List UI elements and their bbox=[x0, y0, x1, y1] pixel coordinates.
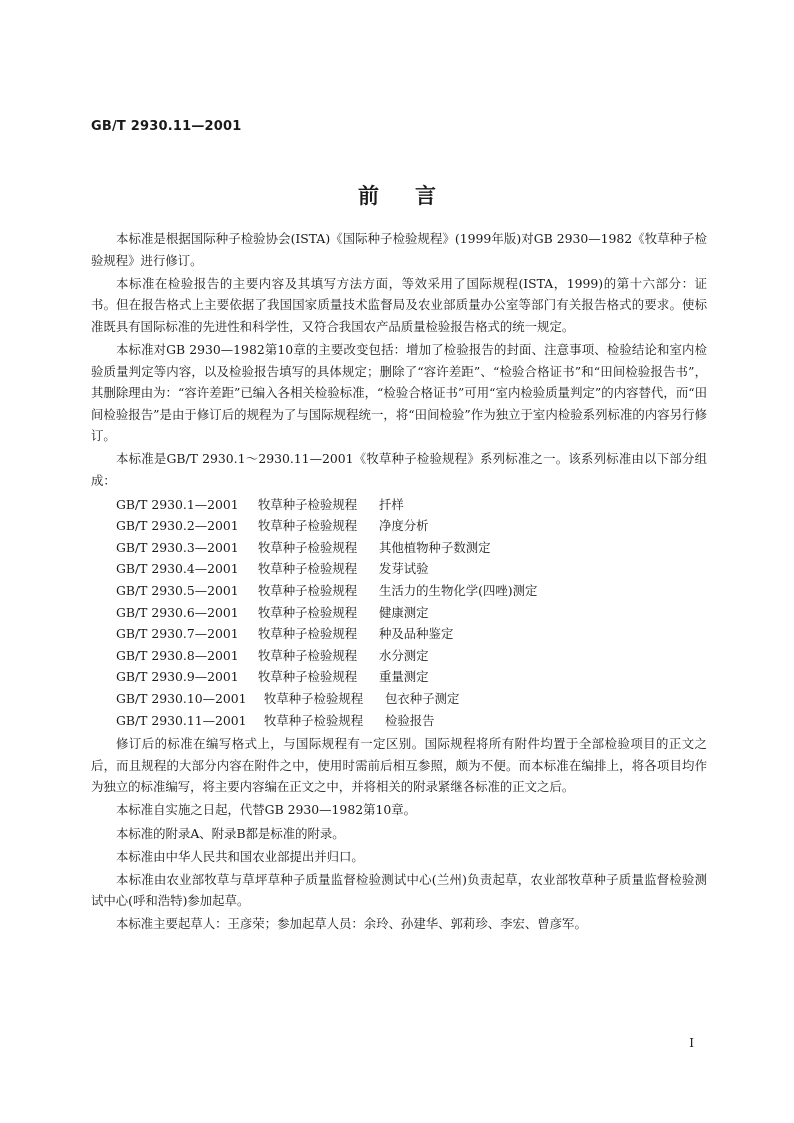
page-number: I bbox=[689, 1036, 694, 1050]
part-code: GB/T 2930.8—2001 bbox=[116, 647, 239, 663]
part-code: GB/T 2930.4—2001 bbox=[116, 561, 239, 577]
list-item bbox=[91, 494, 707, 516]
part-series: 牧草种子检验规程 bbox=[258, 561, 358, 577]
paragraph: 本标准自实施之日起，代替GB 2930—1982第10章。 bbox=[116, 802, 417, 818]
part-title: 种及品种鉴定 bbox=[379, 626, 454, 642]
list-item bbox=[91, 602, 707, 624]
part-title: 检验报告 bbox=[385, 712, 435, 728]
part-code: GB/T 2930.7—2001 bbox=[116, 626, 239, 642]
part-series: 牧草种子检验规程 bbox=[258, 583, 358, 598]
paragraph: 本标准是根据国际种子检验协会(ISTA)《国际种子检验规程》(1999年版)对GB 2930—1982《牧草种子检验规程》进行修订。 bbox=[91, 231, 707, 268]
part-code: GB/T 2930.3—2001 bbox=[116, 539, 239, 555]
document-code: GB/T 2930.11—2001 bbox=[91, 119, 242, 134]
part-series: 牧草种子检验规程 bbox=[258, 626, 358, 642]
part-code: GB/T 2930.9—2001 bbox=[116, 669, 239, 685]
part-series: 牧草种子检验规程 bbox=[264, 690, 364, 706]
list-item bbox=[91, 688, 707, 710]
paragraph: 本标准由农业部牧草与草坪草种子质量监督检验测试中心(兰州)负责起草，农业部牧草种子质量监督检验测试中心(呼和浩特)参加起草。 bbox=[91, 871, 707, 909]
list-item bbox=[91, 710, 707, 732]
paragraph: 本标准对GB 2930—1982第10章的主要改变包括：增加了检验报告的封面、注意事项、检验结论和室内检验质量判定等内容，以及检验报告填写的具体规定；删除了“容许差距”、“检验合格证书”和“田间检验报告书”，其删除理由为：“容许差距”已编入各相关检验标准，“检验合格证书”可用“室内检验质量判定”的内容替代，而“田间检验报告”是由于修订后的规程为了与国际规程统一，将“田间检验”作为独立于室内检验系列标准的内容另行修订。 bbox=[91, 341, 707, 444]
part-title: 重量测定 bbox=[379, 669, 429, 685]
part-code: GB/T 2930.2—2001 bbox=[116, 518, 239, 534]
paragraph: 本标准主要起草人：王彦荣；参加起草人员：余玲、孙建华、郭莉珍、李宏、曾彦军。 bbox=[116, 916, 587, 932]
list-item bbox=[91, 666, 707, 688]
part-code: GB/T 2930.11—2001 bbox=[116, 712, 247, 728]
list-item bbox=[91, 645, 707, 667]
part-title: 包衣种子测定 bbox=[385, 690, 460, 706]
list-item bbox=[91, 580, 707, 602]
part-code: GB/T 2930.6—2001 bbox=[116, 604, 239, 620]
part-series: 牧草种子检验规程 bbox=[258, 496, 358, 512]
paragraph: 本标准在检验报告的主要内容及其填写方法方面，等效采用了国际规程(ISTA，1999)的第十六部分：证书。但在报告格式上主要依据了我国国家质量技术监督局及农业部质量办公室等部门有关报告格式的要求。使标准既具有国际标准的先进性和科学性，又符合我国农产品质量检验报告格式的统一规定。 bbox=[91, 275, 707, 334]
part-title: 净度分析 bbox=[379, 518, 429, 534]
part-title: 健康测定 bbox=[379, 604, 429, 620]
paragraph: 本标准是GB/T 2930.1～2930.11—2001《牧草种子检验规程》系列标准之一。该系列标准由以下部分组成： bbox=[91, 451, 707, 489]
part-series: 牧草种子检验规程 bbox=[258, 604, 358, 620]
list-item bbox=[91, 537, 707, 559]
paragraph: 修订后的标准在编写格式上，与国际规程有一定区别。国际规程将所有附件均置于全部检验项目的正文之后，而且规程的大部分内容在附件之中，使用时需前后相互参照，颇为不便。而本标准在编排上，将各项目均作为独立的标准编写，将主要内容编在正文之中，并将相关的附录紧继各标准的正文之后。 bbox=[91, 736, 707, 795]
part-series: 牧草种子检验规程 bbox=[264, 712, 364, 728]
list-item bbox=[91, 515, 707, 537]
paragraph: 本标准的附录A、附录B都是标准的附录。 bbox=[116, 825, 345, 841]
part-code: GB/T 2930.10—2001 bbox=[116, 690, 247, 706]
list-item bbox=[91, 558, 707, 580]
part-series: 牧草种子检验规程 bbox=[258, 647, 358, 663]
part-series: 牧草种子检验规程 bbox=[258, 518, 358, 534]
part-series: 牧草种子检验规程 bbox=[258, 669, 358, 685]
list-item bbox=[91, 623, 707, 645]
part-title: 生活力的生物化学(四唑)测定 bbox=[379, 583, 538, 598]
part-title: 发芽试验 bbox=[379, 561, 429, 577]
part-title: 水分测定 bbox=[379, 647, 429, 663]
part-series: 牧草种子检验规程 bbox=[258, 539, 358, 555]
part-code: GB/T 2930.1—2001 bbox=[116, 496, 239, 512]
standard-parts-list bbox=[91, 494, 707, 732]
page-title: 前言 bbox=[358, 184, 472, 208]
part-title: 扦样 bbox=[379, 496, 404, 512]
document-body bbox=[91, 228, 707, 937]
paragraph: 本标准由中华人民共和国农业部提出并归口。 bbox=[116, 848, 364, 864]
part-title: 其他植物种子数测定 bbox=[379, 539, 491, 555]
part-code: GB/T 2930.5—2001 bbox=[116, 583, 239, 598]
